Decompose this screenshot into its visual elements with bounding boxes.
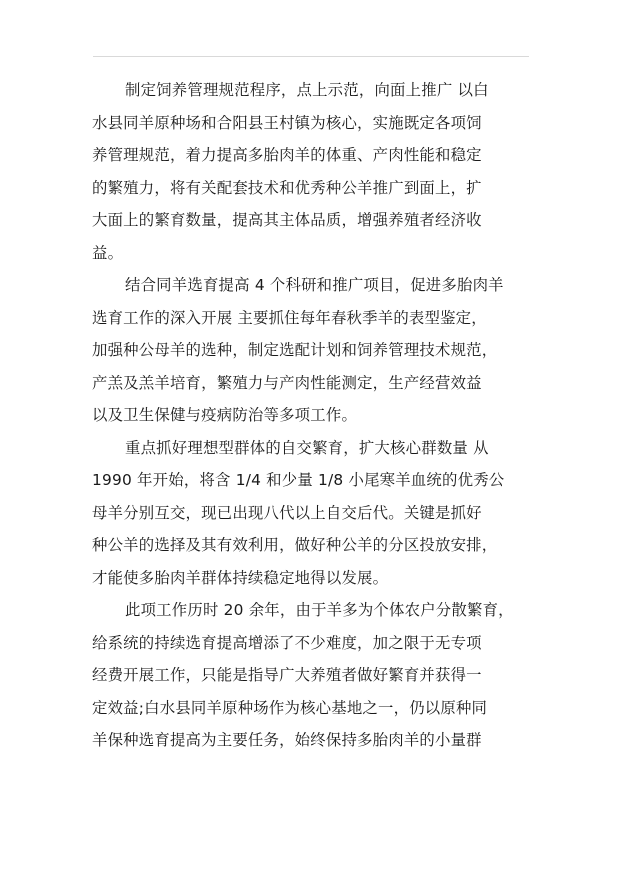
text-line: 经费开展工作，只能是指导广大养殖者做好繁育并获得一 bbox=[92, 666, 482, 684]
text-line: 母羊分别互交，现已出现八代以上自交后代。关键是抓好 bbox=[92, 503, 482, 522]
text-line: 结合同羊选育提高 4 个科研和推广项目，促进多胎肉羊 bbox=[125, 276, 504, 294]
text-line: 大面上的繁育数量，提高其主体品质，增强养殖者经济收 bbox=[92, 211, 482, 229]
text-line: 此项工作历时 20 余年，由于羊多为个体农户分散繁育， bbox=[125, 601, 514, 619]
text-line: 的繁殖力，将有关配套技术和优秀种公羊推广到面上，扩 bbox=[92, 178, 482, 197]
header-divider bbox=[93, 56, 529, 57]
text-line: 重点抓好理想型群体的自交繁育，扩大核心群数量 从 bbox=[125, 438, 489, 457]
paragraph-2 bbox=[92, 269, 532, 432]
text-line: 定效益;白水县同羊原种场作为核心基地之一，仍以原种同 bbox=[92, 698, 488, 717]
document-body bbox=[92, 74, 532, 757]
text-line: 水县同羊原种场和合阳县王村镇为核心，实施既定各项饲 bbox=[92, 113, 482, 132]
text-line: 养管理规范，着力提高多胎肉羊的体重、产肉性能和稳定 bbox=[92, 146, 482, 164]
paragraph-1 bbox=[92, 74, 532, 269]
text-line: 产羔及羔羊培育，繁殖力与产肉性能测定，生产经营效益 bbox=[92, 373, 482, 392]
paragraph-3 bbox=[92, 432, 532, 595]
paragraph-4 bbox=[92, 594, 532, 757]
text-line: 给系统的持续选育提高增添了不少难度，加之限于无专项 bbox=[92, 633, 482, 652]
text-line: 制定饲养管理规范程序，点上示范，向面上推广 以白 bbox=[125, 81, 489, 99]
text-line: 选育工作的深入开展 主要抓住每年春秋季羊的表型鉴定， bbox=[92, 308, 487, 327]
text-line: 羊保种选育提高为主要任务，始终保持多胎肉羊的小量群 bbox=[92, 731, 482, 749]
text-line: 加强种公母羊的选种，制定选配计划和饲养管理技术规范， bbox=[92, 341, 498, 359]
text-line: 益。 bbox=[92, 243, 124, 262]
text-line: 才能使多胎肉羊群体持续稳定地得以发展。 bbox=[92, 568, 389, 587]
text-line: 1990 年开始，将含 1/4 和少量 1/8 小尾寒羊血统的优秀公 bbox=[92, 471, 505, 489]
text-line: 以及卫生保健与疫病防治等多项工作。 bbox=[92, 406, 358, 424]
text-line: 种公羊的选择及其有效利用，做好种公羊的分区投放安排， bbox=[92, 536, 498, 554]
